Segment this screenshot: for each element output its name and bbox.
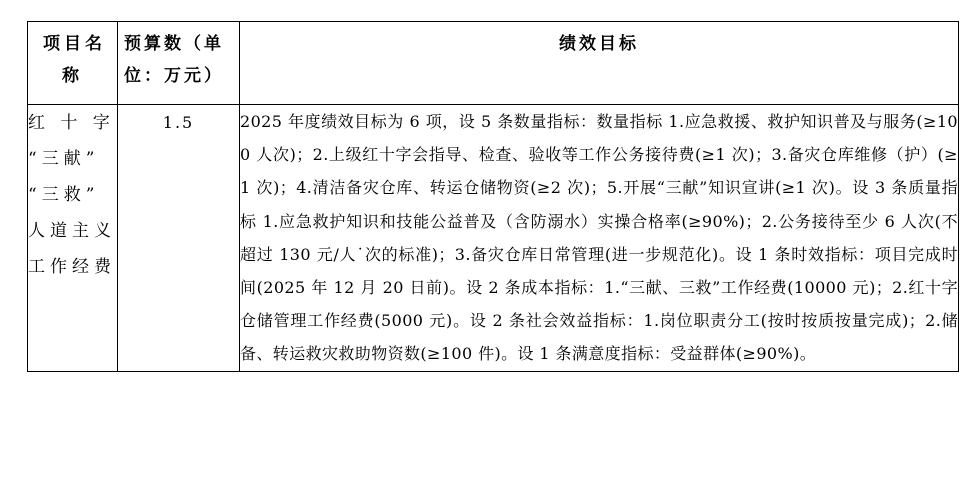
header-budget: 预算数（单位：万元） (118, 22, 240, 105)
project-name-line: 红 十 字 (28, 113, 115, 133)
performance-table (27, 21, 959, 372)
budget-amount-cell: 1.5 (118, 105, 240, 372)
project-name-line: 人道主义 (28, 221, 116, 241)
project-name-line: 工作经费 (28, 257, 116, 277)
project-name-cell (28, 105, 118, 372)
performance-goal-cell: 2025 年度绩效目标为 6 项，设 5 条数量指标：数量指标 1.应急救援、救护知识普及与服务(≥100 人次)；2.上级红十字会指导、检查、验收等工作公务接待费(≥1 次)；3.备灾仓库维修（护）(≥1 次)；4.清洁备灾仓库、转运仓储物资(≥2 次)；5.开展“三献”知识宣讲(≥1 次)。设 3 条质量指标 1.应急救护知识和技能公益普及（含防溺水）实操合格率(≥90%)；2.公务接待至少 6 人次(不超过 130 元/人˙次的标准)；3.备灾仓库日常管理(进一步规范化)。设 1 条时效指标：项目完成时间(2025 年 12 月 20 日前)。设 2 条成本指标：1.“三献、三救”工作经费(10000 元)；2.红十字仓储管理工作经费(5000 元)。设 2 条社会效益指标：1.岗位职责分工(按时按质按量完成)；2.储备、转运救灾救助物资数(≥100 件)。设 1 条满意度指标：受益群体(≥90%)。 (240, 105, 959, 372)
table-row (28, 105, 959, 372)
header-project-name: 项目名称 (28, 22, 118, 105)
header-performance-goal: 绩效目标 (240, 22, 959, 105)
project-name-line: “三献” (28, 149, 100, 169)
project-name-line: “三救” (28, 185, 100, 205)
header-row (28, 22, 959, 105)
